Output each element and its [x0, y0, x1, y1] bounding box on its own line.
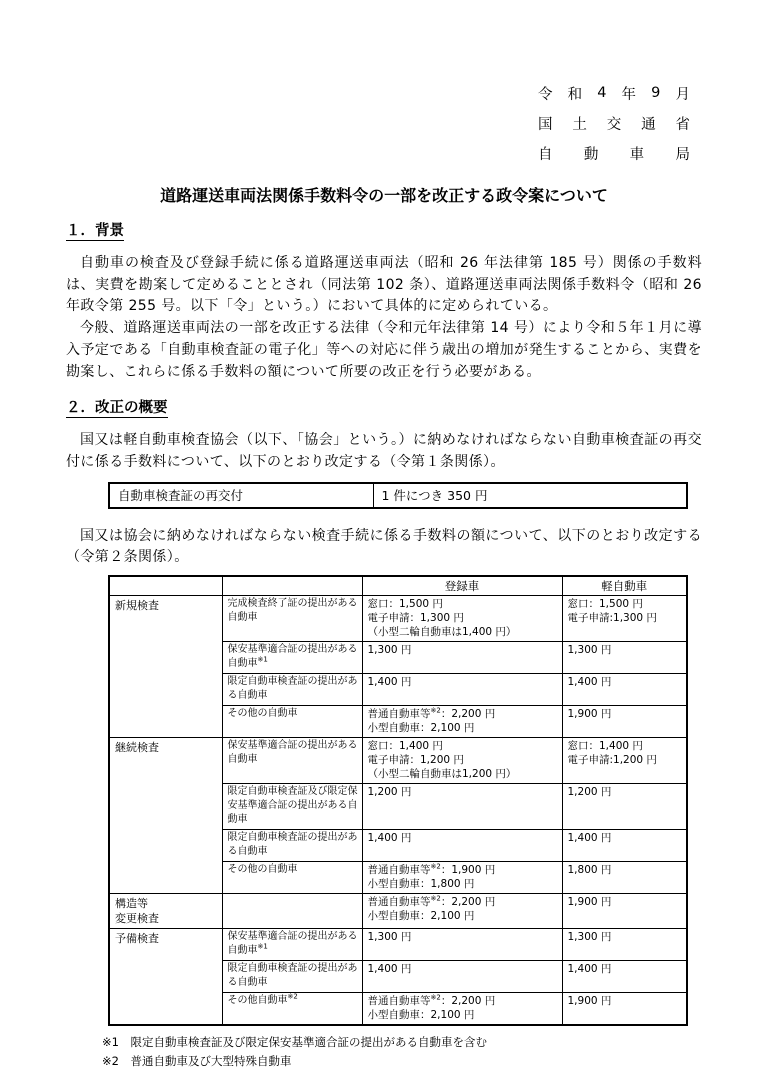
- inspection-fee-table: [108, 575, 688, 1026]
- kei-vehicle-fee-cell: 1,900 円: [562, 894, 687, 929]
- kei-vehicle-fee-cell: 1,200 円: [562, 784, 687, 830]
- description-cell: 保安基準適合証の提出がある 自動車: [222, 738, 362, 784]
- table-row: [109, 596, 687, 642]
- kei-vehicle-fee-cell: 窓口：1,500 円 電子申請:1,300 円: [562, 596, 687, 642]
- description-cell: 完成検査終了証の提出がある 自動車: [222, 596, 362, 642]
- footnote-2: ※2 普通自動車及び大型特殊自動車: [102, 1054, 292, 1069]
- header-line: 自 動 車 局: [538, 146, 690, 163]
- table-row: [109, 483, 687, 508]
- header-line: 令 和 4 年 9 月: [538, 85, 690, 103]
- registered-vehicle-fee-cell: 普通自動車等$^{※2}$：2,200 円 小型自動車：2,100 円: [362, 894, 562, 929]
- background-paragraph-1: 自動車の検査及び登録手続に係る道路運送車両法（昭和 26 年法律第 185 号）関係の手数料は、実費を勘案して定めることとされ（同法第 102 条）、道路運送車両法関係手数料令（昭和 26 年政令第 255 号。以下「令」という。）において具体的に定められている。: [66, 255, 702, 315]
- footnote-marker: ※2: [430, 706, 441, 715]
- kei-vehicle-fee-cell: 1,900 円: [562, 993, 687, 1026]
- column-header: [109, 576, 222, 596]
- kei-vehicle-fee-cell: 1,300 円: [562, 642, 687, 674]
- registered-vehicle-fee-cell: 普通自動車等$^{※2}$：2,200 円 小型自動車：2,100 円: [362, 993, 562, 1026]
- reissue-fee-cell: 1 件につき 350 円: [373, 483, 687, 508]
- registered-vehicle-fee-cell: 窓口：1,400 円 電子申請：1,200 円 （小型二輪自動車は1,200 円）: [362, 738, 562, 784]
- registered-vehicle-fee-cell: 1,300 円: [362, 642, 562, 674]
- reissue-fee-table-body: [109, 483, 687, 508]
- description-cell: その他の自動車: [222, 862, 362, 894]
- footnote-marker: ※1: [257, 942, 268, 951]
- kei-vehicle-fee-cell: 1,800 円: [562, 862, 687, 894]
- kei-vehicle-fee-cell: 1,900 円: [562, 706, 687, 738]
- category-cell: 新規検査: [109, 596, 222, 738]
- section-2-heading: ２．改正の概要: [66, 400, 168, 417]
- description-cell: 保安基準適合証の提出がある 自動車$^{※1}$: [222, 929, 362, 961]
- registered-vehicle-fee-cell: 1,400 円: [362, 961, 562, 993]
- kei-vehicle-fee-cell: 1,400 円: [562, 961, 687, 993]
- background-paragraph-2: 今般、道路運送車両法の一部を改正する法律（令和元年法律第 14 号）により令和５年１月に導入予定である「自動車検査証の電子化」等への対応に伴う歳出の増加が発生することから、実費を勘案し、これらに係る手数料の額について所要の改正を行う必要がある。: [66, 320, 702, 380]
- category-cell: 予備検査: [109, 929, 222, 1026]
- table-row: [109, 929, 687, 961]
- section-1-heading: １．背景: [66, 223, 124, 239]
- description-cell: 限定自動車検査証及び限定保 安基準適合証の提出がある自 動車: [222, 784, 362, 830]
- category-cell: 継続検査: [109, 738, 222, 894]
- table-header-row: [109, 576, 687, 596]
- footnote-marker: ※2: [287, 992, 298, 1001]
- registered-vehicle-fee-cell: 窓口：1,500 円 電子申請：1,300 円 （小型二輪自動車は1,400 円）: [362, 596, 562, 642]
- kei-vehicle-fee-cell: 1,400 円: [562, 830, 687, 862]
- registered-vehicle-fee-cell: 1,400 円: [362, 830, 562, 862]
- inspection-fee-table-body: [109, 576, 687, 1025]
- section-background: [66, 219, 702, 383]
- column-header: 登録車: [362, 576, 562, 596]
- section-revision-overview: [66, 396, 702, 1071]
- reissue-fee-table: [108, 482, 688, 509]
- column-header: 軽自動車: [562, 576, 687, 596]
- page-title: 道路運送車両法関係手数料令の一部を改正する政令案について: [160, 186, 608, 205]
- reissue-item-cell: 自動車検査証の再交付: [109, 483, 373, 508]
- doc-header: [538, 78, 690, 168]
- description-cell: 限定自動車検査証の提出があ る自動車: [222, 830, 362, 862]
- description-cell: 保安基準適合証の提出がある 自動車$^{※1}$: [222, 642, 362, 674]
- registered-vehicle-fee-cell: 1,300 円: [362, 929, 562, 961]
- category-cell: 構造等 変更検査: [109, 894, 222, 929]
- registered-vehicle-fee-cell: 普通自動車等$^{※2}$：2,200 円 小型自動車：2,100 円: [362, 706, 562, 738]
- registered-vehicle-fee-cell: 1,400 円: [362, 674, 562, 706]
- kei-vehicle-fee-cell: 窓口：1,400 円 電子申請:1,200 円: [562, 738, 687, 784]
- kei-vehicle-fee-cell: 1,400 円: [562, 674, 687, 706]
- footnotes: [102, 1033, 702, 1071]
- header-line: 国 土 交 通 省: [538, 116, 690, 133]
- registered-vehicle-fee-cell: 普通自動車等$^{※2}$：1,900 円 小型自動車：1,800 円: [362, 862, 562, 894]
- registered-vehicle-fee-cell: 1,200 円: [362, 784, 562, 830]
- table-row: [109, 738, 687, 784]
- column-header: [222, 576, 362, 596]
- description-cell: 限定自動車検査証の提出があ る自動車: [222, 961, 362, 993]
- footnote-marker: ※2: [430, 894, 441, 903]
- table-row: [109, 894, 687, 929]
- overview-paragraph-1: 国又は軽自動車検査協会（以下、「協会」という。）に納めなければならない自動車検査証の再交付に係る手数料について、以下のとおり改定する（令第１条関係）。: [66, 432, 702, 470]
- footnote-marker: ※2: [430, 993, 441, 1002]
- description-cell: 限定自動車検査証の提出があ る自動車: [222, 674, 362, 706]
- description-cell: その他自動車$^{※2}$: [222, 993, 362, 1026]
- overview-paragraph-2: 国又は協会に納めなければならない検査手続に係る手数料の額について、以下のとおり改定する（令第２条関係）。: [66, 527, 702, 566]
- footnote-marker: ※1: [257, 655, 268, 664]
- kei-vehicle-fee-cell: 1,300 円: [562, 929, 687, 961]
- footnote-1: ※1 限定自動車検査証及び限定保安基準適合証の提出がある自動車を含む: [102, 1035, 487, 1050]
- description-cell: [222, 894, 362, 929]
- description-cell: その他の自動車: [222, 706, 362, 738]
- footnote-marker: ※2: [430, 862, 441, 871]
